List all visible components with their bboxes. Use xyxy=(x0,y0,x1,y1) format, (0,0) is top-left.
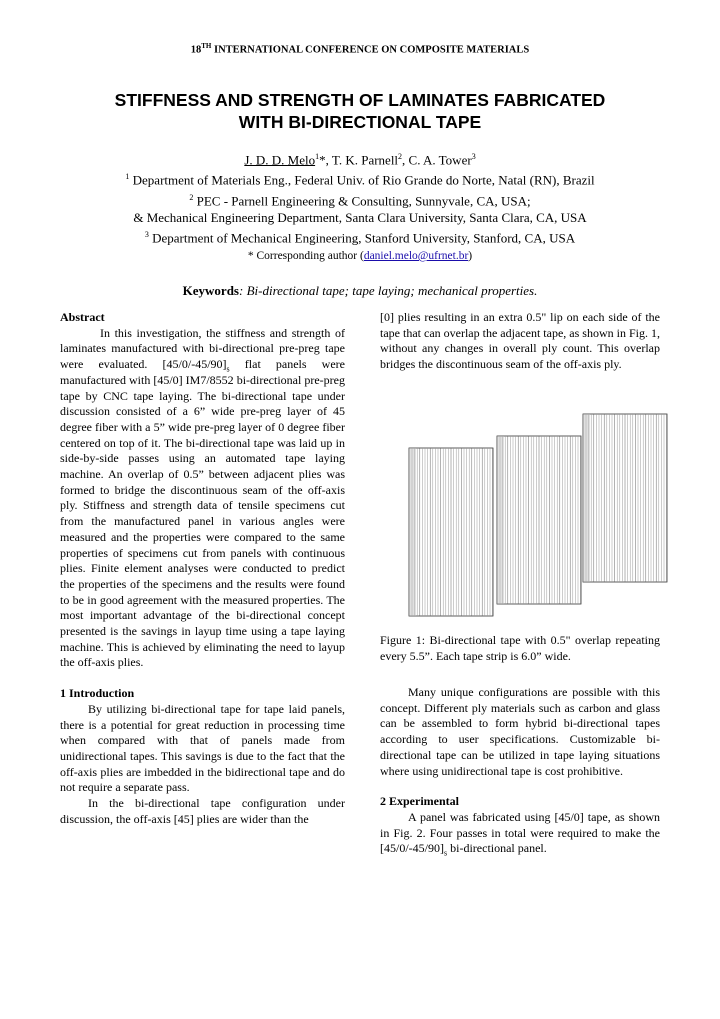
right-paragraph-1: [0] plies resulting in an extra 0.5" lip on each side of the tape that can overlap the adjacent tape, as shown in Fig. 1, without any changes in overall ply count. This overlap bridges the discontinuous seam of the off-axis ply. xyxy=(380,310,660,372)
intro-heading: 1 Introduction xyxy=(60,686,135,701)
overlap-lip xyxy=(583,414,590,582)
corresponding-author: * Corresponding author (daniel.melo@ufrnet.br) xyxy=(247,250,473,262)
intro-paragraph-2: In the bi-directional tape configuration under discussion, the off-axis [45] plies are wider than the xyxy=(60,796,345,826)
affiliation-3: $^3$ Department of Mechanical Engineering, Stanford University, Stanford, CA, USA xyxy=(144,229,576,246)
author-line: J. D. D. Melo$^1$*, T. K. Parnell$^2$, C. A. Tower$^3$ xyxy=(244,152,476,168)
figure-1-caption: Figure 1: Bi-directional tape with 0.5" overlap repeating every 5.5”. Each tape strip is 6.0” wide. xyxy=(380,633,660,663)
abstract-text: In this investigation, the stiffness and strength of laminates manufactured with bi-directional pre-preg tape were evaluated. $[45/0/-45/90]_s$ flat panels were manufactured with [45/0] IM7/8552 bi-directional pre-preg tape by CNC tape laying. The bi-directional tape under discussion consisted of a 6” wide pre-preg layer of 45 degree fiber with a 5” wide pre-preg layer of 0 degree fiber centered on top of it. The bi-directional tape was laid up in side-by-side passes using an automated tape laying machine. An overlap of 0.5” between adjacent plies was formed to bridge the discontinuous seam of the off-axis ply. Stiffness and strength data of tensile specimens cut from the manufactured panel in various angles were measured and the properties were compared to the same properties of specimens cut from panels with continuous plies. Finite element analyses were conducted to predict the properties of the specimens and the results were found to be in good agreement with the measured properties. The most important advantage of the bi-directional concept presented is the savings in layup time using a tape laying machine. This is achieved by eliminating the need to layup the off-axis plies. xyxy=(60,325,345,670)
figure-1-tape-diagram xyxy=(405,412,671,620)
overlap-lip xyxy=(497,436,504,604)
right-column-top xyxy=(380,310,660,373)
overlap-lip xyxy=(409,448,416,616)
right-paragraph-2: Many unique configurations are possible with this concept. Different ply materials such as carbon and glass can be assembled to form hybrid bi-directional tapes according to user specifications. Customizable bi-directional tape can be utilized in tape laying situations where using unidirectional tape is cost prohibitive. xyxy=(380,685,660,778)
experimental-paragraph: A panel was fabricated using [45/0] tape, as shown in Fig. 2. Four passes in total were required to make the $[45/0/-45/90]_s$ bi-directional panel. xyxy=(380,809,660,858)
affiliation-2b: & Mechanical Engineering Department, Santa Clara University, Santa Clara, CA, USA xyxy=(133,209,587,225)
left-column xyxy=(60,310,345,828)
affiliation-1: $^1$ Department of Materials Eng., Federal Univ. of Rio Grande do Norte, Natal (RN), Brazil xyxy=(125,172,595,188)
abstract-heading: Abstract xyxy=(60,310,105,324)
conference-header: 18TH INTERNATIONAL CONFERENCE ON COMPOSITE MATERIALS xyxy=(190,42,530,56)
experimental-heading: 2 Experimental xyxy=(380,794,459,809)
right-column-bottom xyxy=(380,685,660,857)
affiliation-2: $^2$ PEC - Parnell Engineering & Consulting, Sunnyvale, CA, USA; xyxy=(189,192,531,208)
author-block xyxy=(40,148,680,246)
intro-paragraph-1: By utilizing bi-directional tape for tape laid panels, there is a potential for great reduction in processing time when compared with that of panels made from unidirectional tapes. This savings is due to the fact that the off-axis plies are imbedded in the bidirectional tape and do not require a separate pass. xyxy=(60,701,345,795)
keywords: Keywords: Bi-directional tape; tape laying; mechanical properties. xyxy=(182,283,538,298)
email-link[interactable]: daniel.melo@ufrnet.br xyxy=(363,250,469,262)
paper-title: STIFFNESS AND STRENGTH OF LAMINATES FABRICATED WITH BI-DIRECTIONAL TAPE xyxy=(114,90,606,132)
